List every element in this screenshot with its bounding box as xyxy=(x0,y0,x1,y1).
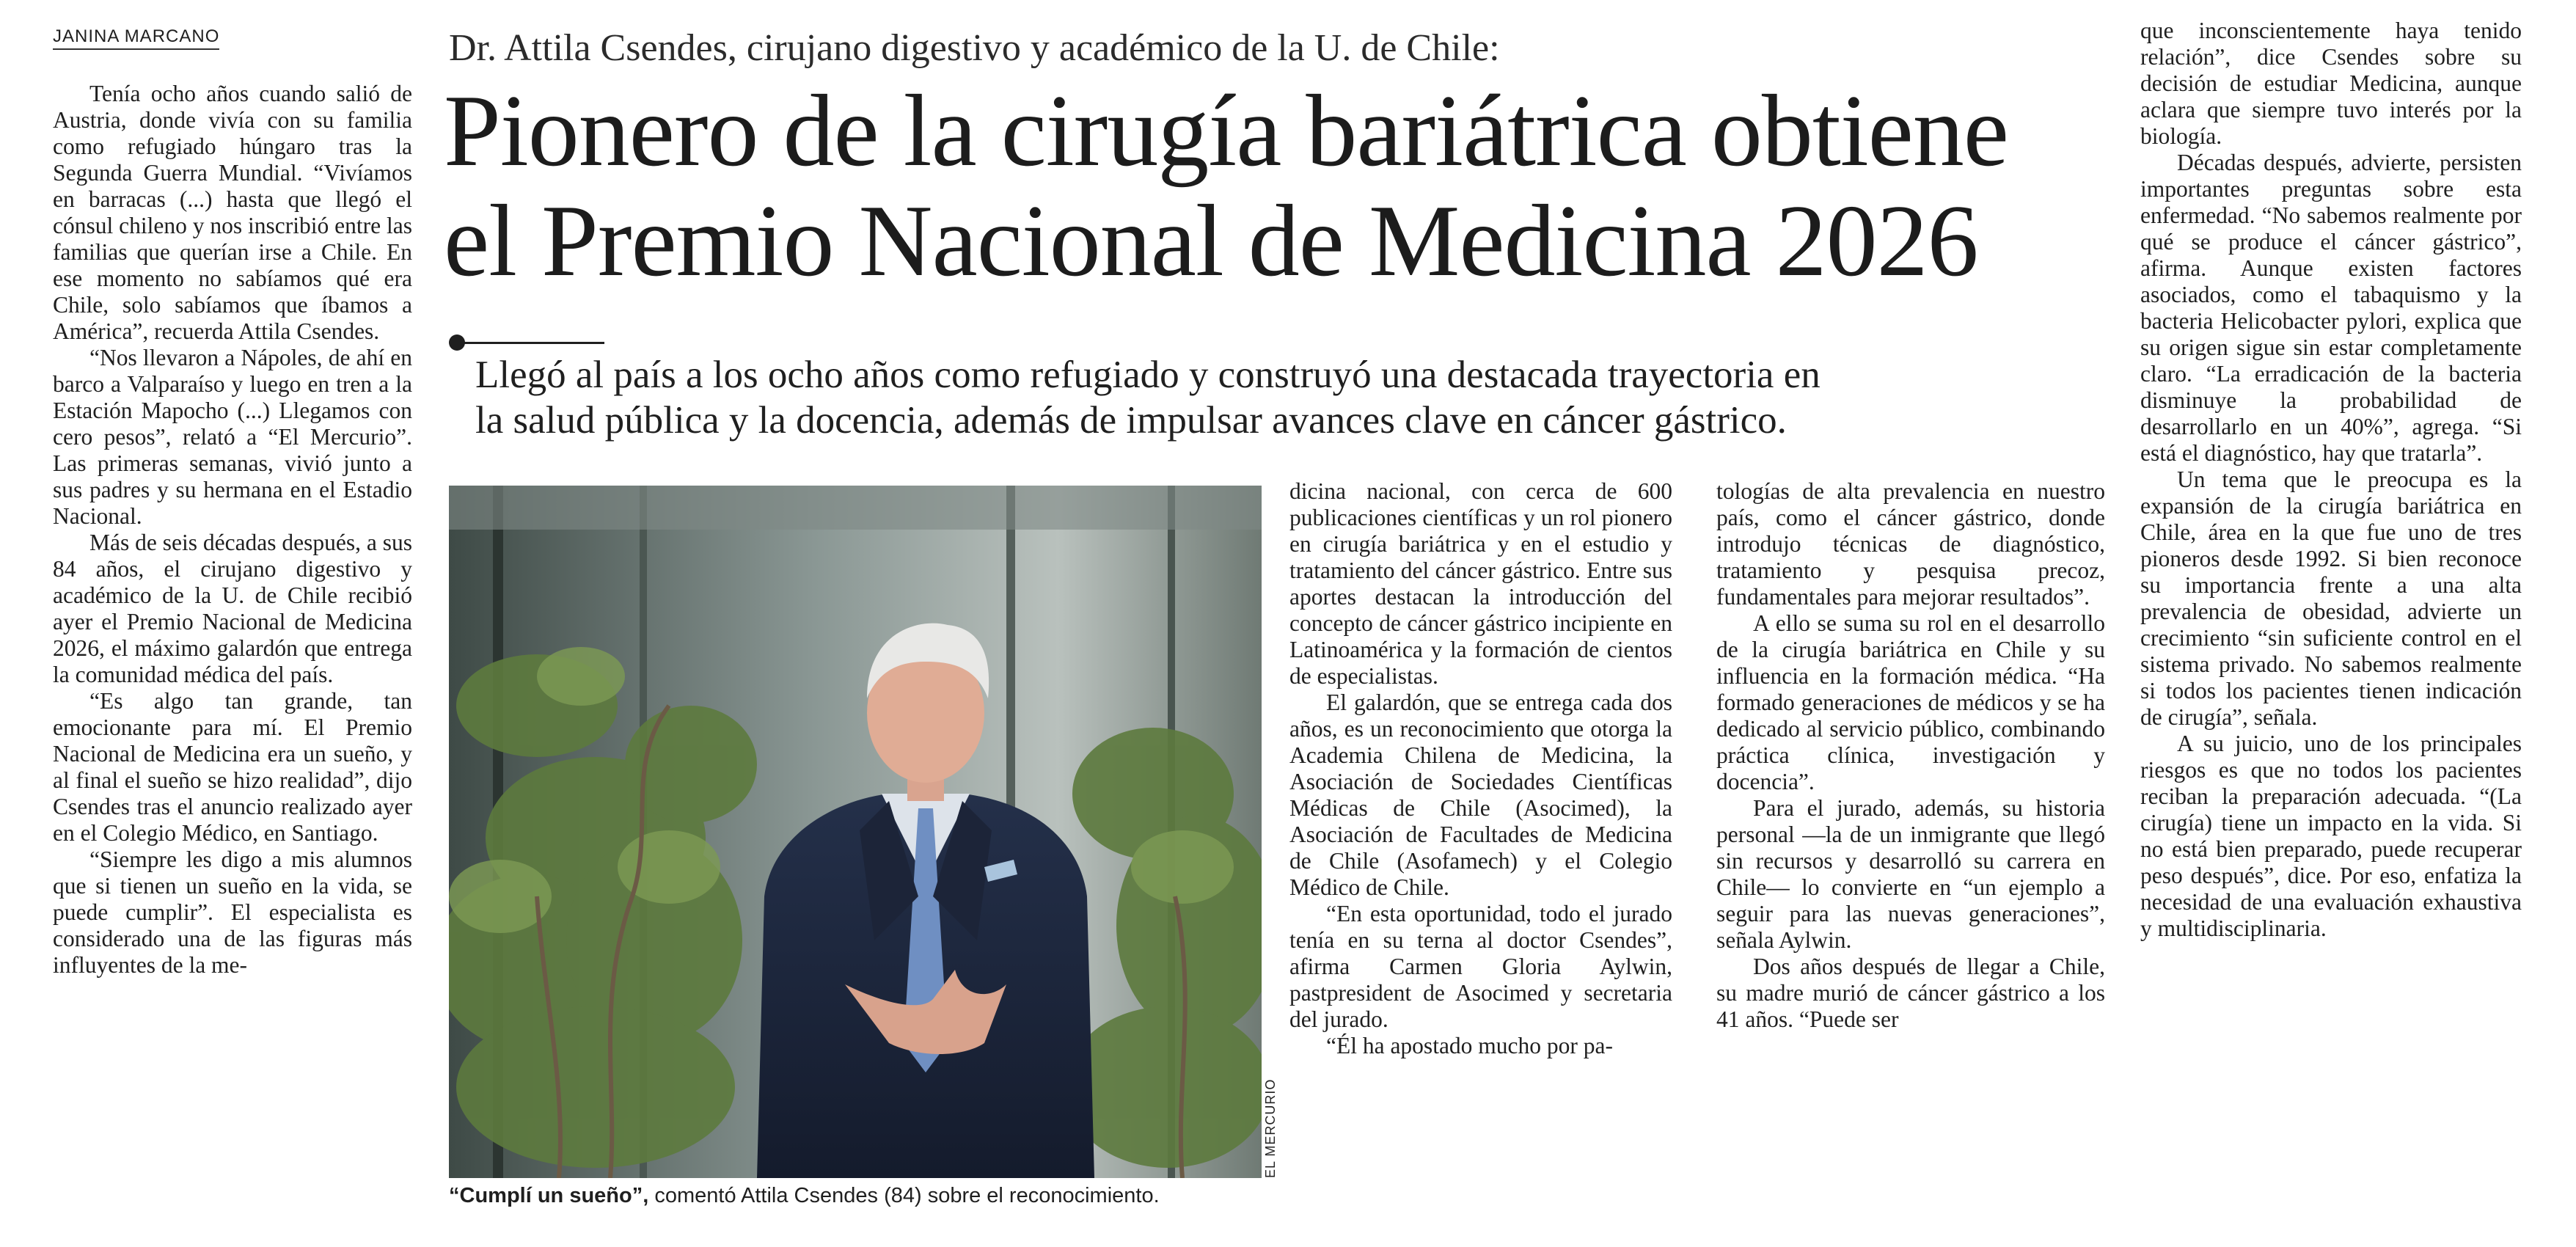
paragraph: A ello se suma su rol en el desarrollo de la cirugía bariátrica en Chile y su influencia en la formación médica. “Ha formado generaciones de médicos y se ha dedicado al servicio público, combinando práctica clínica, investigación y docencia”. xyxy=(1716,610,2105,794)
article-column-2 xyxy=(1289,478,1672,1059)
paragraph: Décadas después, advierte, persisten importantes preguntas sobre esta enfermedad. “No sabemos realmente por qué se produce el cáncer gástrico”, afirma. Aunque existen factores asociados, como el tabaquismo y la bacteria Helicobacter pylori, explica que su origen sigue sin estar completamente claro. “La erradicación de la bacteria disminuye la probabilidad de desarrollarlo en un 40%”, agrega. “Si está el diagnóstico, hay que tratarla”. xyxy=(2140,150,2522,466)
article-column-1 xyxy=(53,81,412,979)
paragraph: “Siempre les digo a mis alumnos que si tienen un sueño en la vida, se puede cumplir”. El especialista es considerado una de las figuras más influyentes de la me- xyxy=(53,846,412,978)
caption-bold: “Cumplí un sueño”, xyxy=(449,1184,649,1207)
headline-line-1: Pionero de la cirugía bariátrica obtiene xyxy=(444,74,2008,188)
paragraph: El galardón, que se entrega cada dos años, es un reconocimiento que otorga la Academia Chilena de Medicina, la Asociación de Sociedades Científicas Médicas de Chile (Asocimed), la Asociación de Facultades de Medicina de Chile (Asofamech) y el Colegio Médico de Chile. xyxy=(1289,690,1672,900)
portrait-photo xyxy=(449,486,1262,1178)
caption-text: comentó Attila Csendes (84) sobre el reconocimiento. xyxy=(648,1184,1160,1207)
paragraph: Para el jurado, además, su historia personal —la de un inmigrante que llegó sin recursos y desarrolló su carrera en Chile— lo convierte en “un ejemplo a seguir para las nuevas generaciones”, señala Aylwin. xyxy=(1716,795,2105,953)
kicker: Dr. Attila Csendes, cirujano digestivo y académico de la U. de Chile: xyxy=(449,27,1500,69)
byline: JANINA MARCANO xyxy=(53,26,219,50)
paragraph: tologías de alta prevalencia en nuestro país, como el cáncer gástrico, donde introdujo técnicas de diagnóstico, tratamiento y pesquisa precoz, fundamentales para mejorar resultados”. xyxy=(1716,478,2105,610)
paragraph: “En esta oportunidad, todo el jurado tenía en su terna al doctor Csendes”, afirma Carmen Gloria Aylwin, pastpresident de Asocimed y secretaria del jurado. xyxy=(1289,901,1672,1032)
paragraph: Más de seis décadas después, a sus 84 años, el cirujano digestivo y académico de la U. de Chile recibió ayer el Premio Nacional de Medicina 2026, el máximo galardón que entrega la comunidad médica del país. xyxy=(53,530,413,687)
paragraph: “Nos llevaron a Nápoles, de ahí en barco a Valparaíso y luego en tren a la Estación Mapocho (...) Llegamos con cero pesos”, relató a “El Mercurio”. Las primeras semanas, vivió junto a sus padres y su hermana en el Estadio Nacional. xyxy=(53,345,412,529)
rule-dot xyxy=(449,334,465,351)
rule-line xyxy=(464,342,604,344)
article-column-3 xyxy=(1716,478,2105,1033)
photo-caption xyxy=(449,1182,1270,1209)
paragraph: que inconscientemente haya tenido relación”, dice Csendes sobre su decisión de estudiar Medicina, aunque aclara que siempre tuvo interés por la biología. xyxy=(2140,18,2522,149)
paragraph: Un tema que le preocupa es la expansión de la cirugía bariátrica en Chile, área en la que fue uno de tres pioneros desde 1992. Si bien reconoce su importancia frente a una alta prevalencia de obesidad, advierte un crecimiento “sin suficiente control en el sistema privado. No sabemos realmente si todos los pacientes tienen indicación de cirugía”, señala. xyxy=(2140,467,2522,730)
headline-line-2: el Premio Nacional de Medicina 2026 xyxy=(444,184,1978,298)
subhead-line-2: la salud pública y la docencia, además de impulsar avances clave en cáncer gástrico. xyxy=(475,399,1787,442)
paragraph: dicina nacional, con cerca de 600 publicaciones científicas y un rol pionero en cirugía bariátrica y en el estudio y tratamiento del cáncer gástrico. Entre sus aportes destacan la introducción del concepto de cáncer gástrico incipiente en Latinoamérica y la formación de cientos de especialistas. xyxy=(1289,478,1672,689)
subhead-line-1: Llegó al país a los ocho años como refugiado y construyó una destacada trayectoria en xyxy=(475,354,1821,396)
article-column-4 xyxy=(2140,18,2522,942)
headline xyxy=(444,76,2138,296)
paragraph: Tenía ocho años cuando salió de Austria, donde vivía con su familia como refugiado húngaro tras la Segunda Guerra Mundial. “Vivíamos en barracas (...) hasta que llegó el cónsul chileno y nos inscribió entre las familias que querían irse a Chile. En ese momento no sabíamos qué era Chile, solo sabíamos que íbamos a América”, recuerda Attila Csendes. xyxy=(53,81,412,344)
subhead xyxy=(475,352,2140,443)
photo-credit: EL MERCURIO xyxy=(1263,1078,1278,1178)
paragraph: A su juicio, uno de los principales riesgos es que no todos los pacientes reciban la preparación adecuada. “(La cirugía) tiene un impacto en la vida. Si no está bien preparado, puede recuperar peso después”, dice. Por eso, enfatiza la necesidad de una evaluación exhaustiva y multidisciplinaria. xyxy=(2140,731,2522,941)
paragraph: “Es algo tan grande, tan emocionante para mí. El Premio Nacional de Medicina era un sueño, y al final el sueño se hizo realidad”, dijo Csendes tras el anuncio realizado ayer en el Colegio Médico, en Santiago. xyxy=(53,688,412,846)
photo-illustration xyxy=(449,486,1262,1178)
paragraph: “Él ha apostado mucho por pa- xyxy=(1326,1033,1613,1058)
paragraph: Dos años después de llegar a Chile, su madre murió de cáncer gástrico a los 41 años. “Puede ser xyxy=(1716,954,2105,1032)
